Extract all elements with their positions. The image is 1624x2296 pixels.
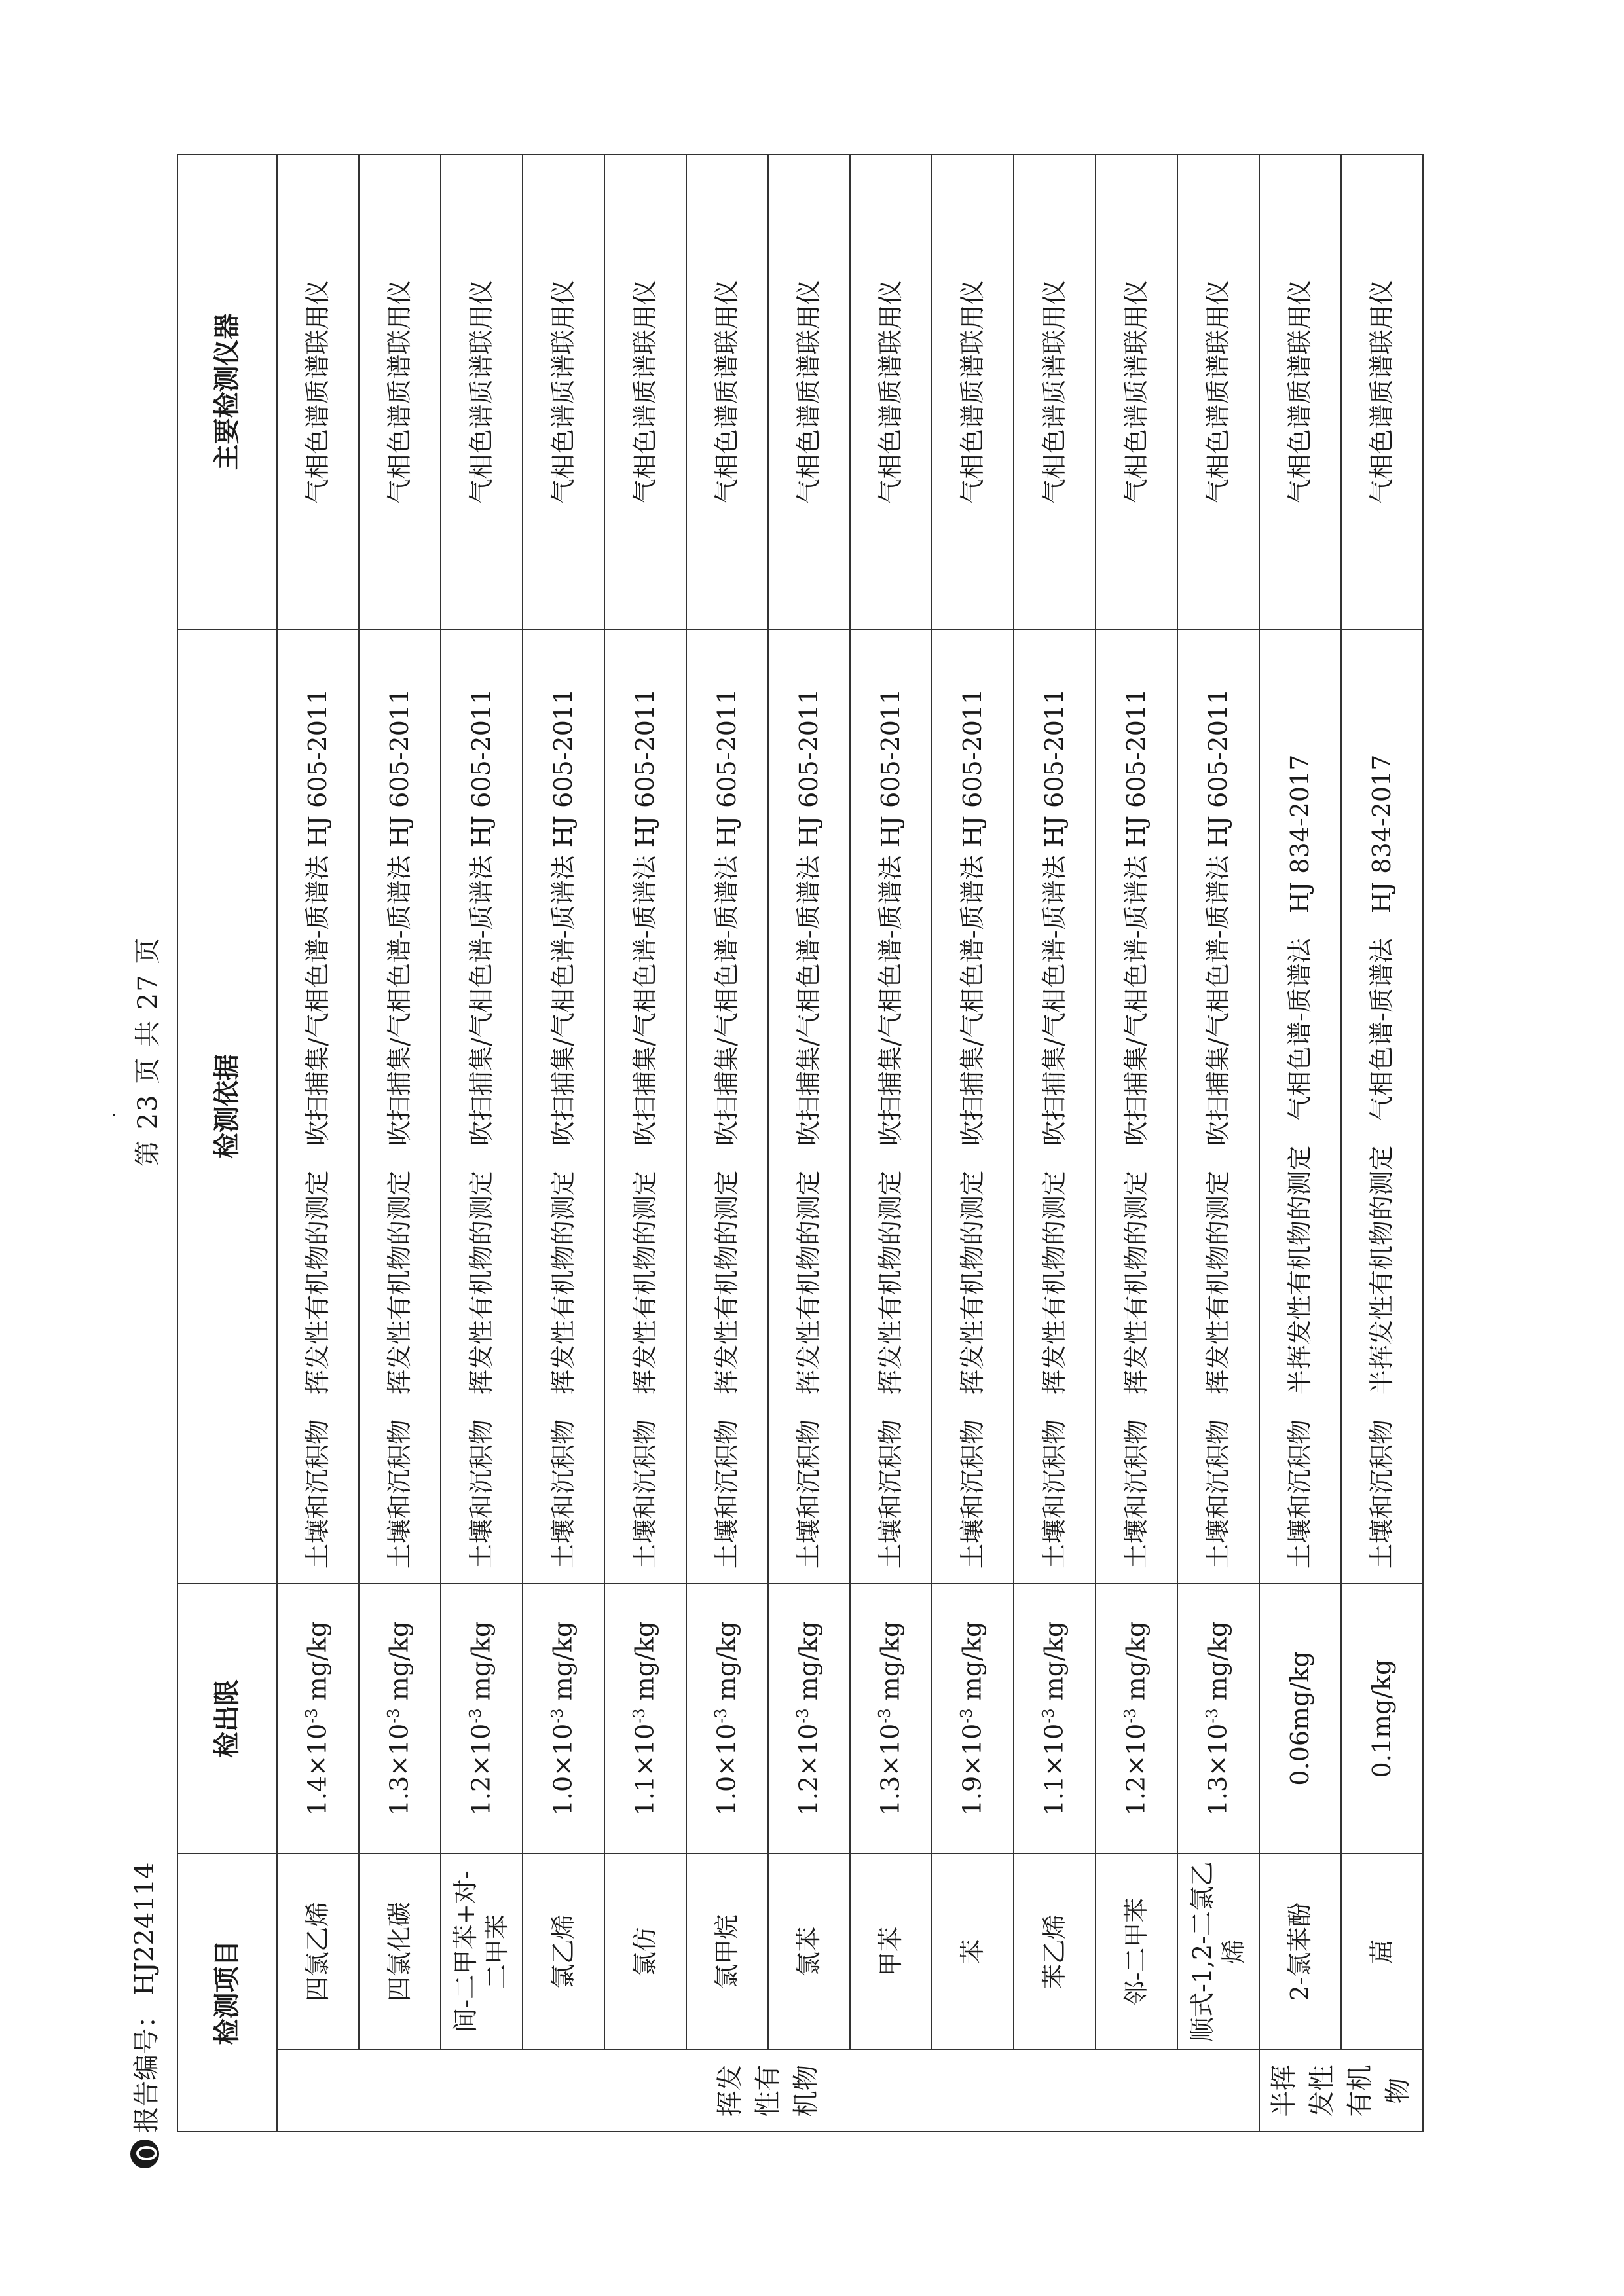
item-cell: 苯乙烯	[1014, 1853, 1096, 2050]
basis-cell: 土壤和沉积物 挥发性有机物的测定 吹扫捕集/气相色谱-质谱法 HJ 605-2011	[604, 629, 686, 1584]
basis-cell: 土壤和沉积物 挥发性有机物的测定 吹扫捕集/气相色谱-质谱法 HJ 605-2011	[359, 629, 441, 1584]
limit-coefficient: 1.3×10	[385, 1723, 415, 1816]
basis-cell: 土壤和沉积物 挥发性有机物的测定 吹扫捕集/气相色谱-质谱法 HJ 605-2011	[1014, 629, 1096, 1584]
table-row	[1014, 155, 1096, 2132]
limit-cell	[932, 1584, 1014, 1853]
limit-exponent: -3	[1039, 1708, 1058, 1724]
limit-coefficient: 0.06mg/kg	[1285, 1651, 1314, 1786]
limit-exponent: -3	[957, 1708, 976, 1724]
basis-cell: 土壤和沉积物 挥发性有机物的测定 吹扫捕集/气相色谱-质谱法 HJ 605-2011	[686, 629, 768, 1584]
item-cell: 甲苯	[850, 1853, 932, 2050]
basis-cell: 土壤和沉积物 挥发性有机物的测定 吹扫捕集/气相色谱-质谱法 HJ 605-2011	[277, 629, 359, 1584]
limit-unit: mg/kg	[631, 1621, 660, 1709]
limit-unit: mg/kg	[1040, 1621, 1069, 1709]
category-cell: 半挥发性有机物	[1259, 2050, 1423, 2132]
report-number-label: 报告编号：	[132, 2002, 162, 2133]
item-cell: 䓛	[1341, 1853, 1423, 2050]
table-header-row	[177, 155, 277, 2132]
table-row	[1341, 155, 1423, 2132]
limit-exponent: -3	[712, 1708, 731, 1724]
table-row	[1096, 155, 1177, 2132]
instrument-cell: 气相色谱质谱联用仪	[686, 155, 768, 629]
limit-coefficient: 1.4×10	[303, 1723, 333, 1816]
report-number	[126, 1862, 163, 2168]
limit-cell	[1096, 1584, 1177, 1853]
basis-cell: 土壤和沉积物 挥发性有机物的测定 吹扫捕集/气相色谱-质谱法 HJ 605-2011	[932, 629, 1014, 1584]
limit-coefficient: 1.0×10	[712, 1723, 742, 1816]
limit-coefficient: 1.1×10	[631, 1723, 660, 1816]
report-number-value: HJ224114	[129, 1862, 160, 1995]
header-item: 检测项目	[177, 1853, 277, 2132]
limit-unit: mg/kg	[385, 1621, 415, 1709]
basis-cell: 土壤和沉积物 挥发性有机物的测定 吹扫捕集/气相色谱-质谱法 HJ 605-2011	[1177, 629, 1259, 1584]
limit-cell	[1177, 1584, 1259, 1853]
limit-cell	[1341, 1584, 1423, 1853]
instrument-cell: 气相色谱质谱联用仪	[277, 155, 359, 629]
basis-cell: 土壤和沉积物 挥发性有机物的测定 吹扫捕集/气相色谱-质谱法 HJ 605-2011	[768, 629, 850, 1584]
basis-cell: 土壤和沉积物 半挥发性有机物的测定 气相色谱-质谱法 HJ 834-2017	[1259, 629, 1341, 1584]
instrument-cell: 气相色谱质谱联用仪	[932, 155, 1014, 629]
limit-cell	[523, 1584, 604, 1853]
instrument-cell: 气相色谱质谱联用仪	[441, 155, 523, 629]
limit-exponent: -3	[548, 1708, 567, 1724]
instrument-cell: 气相色谱质谱联用仪	[1096, 155, 1177, 629]
limit-coefficient: 1.3×10	[1204, 1723, 1233, 1816]
limit-unit: mg/kg	[794, 1621, 824, 1709]
basis-cell: 土壤和沉积物 挥发性有机物的测定 吹扫捕集/气相色谱-质谱法 HJ 605-2011	[523, 629, 604, 1584]
header-instrument: 主要检测仪器	[177, 155, 277, 629]
item-cell: 四氯乙烯	[277, 1853, 359, 2050]
limit-unit: mg/kg	[1204, 1621, 1233, 1709]
scan-speck: ·	[105, 1112, 124, 1118]
company-logo-icon	[130, 2140, 159, 2168]
table-row	[850, 155, 932, 2132]
page-indicator: 第 23 页 共 27 页	[133, 936, 163, 1167]
limit-cell	[1259, 1584, 1341, 1853]
limit-unit: mg/kg	[712, 1621, 742, 1709]
item-cell: 氯苯	[768, 1853, 850, 2050]
limit-exponent: -3	[303, 1708, 322, 1724]
item-cell: 苯	[932, 1853, 1014, 2050]
limit-unit: mg/kg	[1122, 1621, 1151, 1709]
limit-cell	[686, 1584, 768, 1853]
item-cell: 氯乙烯	[523, 1853, 604, 2050]
item-cell: 2-氯苯酚	[1259, 1853, 1341, 2050]
limit-exponent: -3	[1203, 1708, 1222, 1724]
item-cell: 四氯化碳	[359, 1853, 441, 2050]
basis-cell: 土壤和沉积物 挥发性有机物的测定 吹扫捕集/气相色谱-质谱法 HJ 605-2011	[1096, 629, 1177, 1584]
limit-coefficient: 1.9×10	[958, 1723, 987, 1816]
limit-cell	[359, 1584, 441, 1853]
item-cell: 邻-二甲苯	[1096, 1853, 1177, 2050]
limit-cell	[277, 1584, 359, 1853]
limit-coefficient: 1.0×10	[549, 1723, 578, 1816]
table-row	[932, 155, 1014, 2132]
item-cell: 氯甲烷	[686, 1853, 768, 2050]
limit-unit: mg/kg	[958, 1621, 987, 1709]
detection-methods-table	[177, 154, 1424, 2132]
instrument-cell: 气相色谱质谱联用仪	[850, 155, 932, 629]
instrument-cell: 气相色谱质谱联用仪	[523, 155, 604, 629]
table-row	[523, 155, 604, 2132]
limit-cell	[1014, 1584, 1096, 1853]
limit-unit: mg/kg	[549, 1621, 578, 1709]
instrument-cell: 气相色谱质谱联用仪	[768, 155, 850, 629]
basis-cell: 土壤和沉积物 挥发性有机物的测定 吹扫捕集/气相色谱-质谱法 HJ 605-2011	[850, 629, 932, 1584]
instrument-cell: 气相色谱质谱联用仪	[1177, 155, 1259, 629]
limit-cell	[850, 1584, 932, 1853]
limit-exponent: -3	[794, 1708, 813, 1724]
table-row	[604, 155, 686, 2132]
header-limit: 检出限	[177, 1584, 277, 1853]
table-row	[1259, 155, 1341, 2132]
table-row	[686, 155, 768, 2132]
limit-coefficient: 1.1×10	[1040, 1723, 1069, 1816]
table-row	[441, 155, 523, 2132]
limit-unit: mg/kg	[303, 1621, 333, 1709]
limit-coefficient: 1.2×10	[1122, 1723, 1151, 1816]
item-cell: 顺式-1,2-二氯乙烯	[1177, 1853, 1259, 2050]
instrument-cell: 气相色谱质谱联用仪	[604, 155, 686, 629]
table-row	[768, 155, 850, 2132]
instrument-cell: 气相色谱质谱联用仪	[1259, 155, 1341, 629]
header-basis: 检测依据	[177, 629, 277, 1584]
limit-exponent: -3	[1121, 1708, 1140, 1724]
limit-coefficient: 1.2×10	[467, 1723, 496, 1816]
limit-exponent: -3	[384, 1708, 403, 1724]
instrument-cell: 气相色谱质谱联用仪	[359, 155, 441, 629]
limit-exponent: -3	[630, 1708, 649, 1724]
limit-coefficient: 1.3×10	[876, 1723, 906, 1816]
limit-coefficient: 0.1mg/kg	[1367, 1659, 1396, 1778]
limit-exponent: -3	[466, 1708, 485, 1724]
category-cell: 挥发性有机物	[277, 2050, 1259, 2132]
instrument-cell: 气相色谱质谱联用仪	[1341, 155, 1423, 629]
item-cell: 间-二甲苯+对-二甲苯	[441, 1853, 523, 2050]
table-row	[359, 155, 441, 2132]
item-cell: 氯仿	[604, 1853, 686, 2050]
table-row	[277, 155, 359, 2132]
limit-coefficient: 1.2×10	[794, 1723, 824, 1816]
basis-cell: 土壤和沉积物 挥发性有机物的测定 吹扫捕集/气相色谱-质谱法 HJ 605-2011	[441, 629, 523, 1584]
limit-unit: mg/kg	[467, 1621, 496, 1709]
table-row	[1177, 155, 1259, 2132]
limit-cell	[768, 1584, 850, 1853]
limit-unit: mg/kg	[876, 1621, 906, 1709]
limit-cell	[441, 1584, 523, 1853]
basis-cell: 土壤和沉积物 半挥发性有机物的测定 气相色谱-质谱法 HJ 834-2017	[1341, 629, 1423, 1584]
instrument-cell: 气相色谱质谱联用仪	[1014, 155, 1096, 629]
limit-cell	[604, 1584, 686, 1853]
limit-exponent: -3	[876, 1708, 895, 1724]
